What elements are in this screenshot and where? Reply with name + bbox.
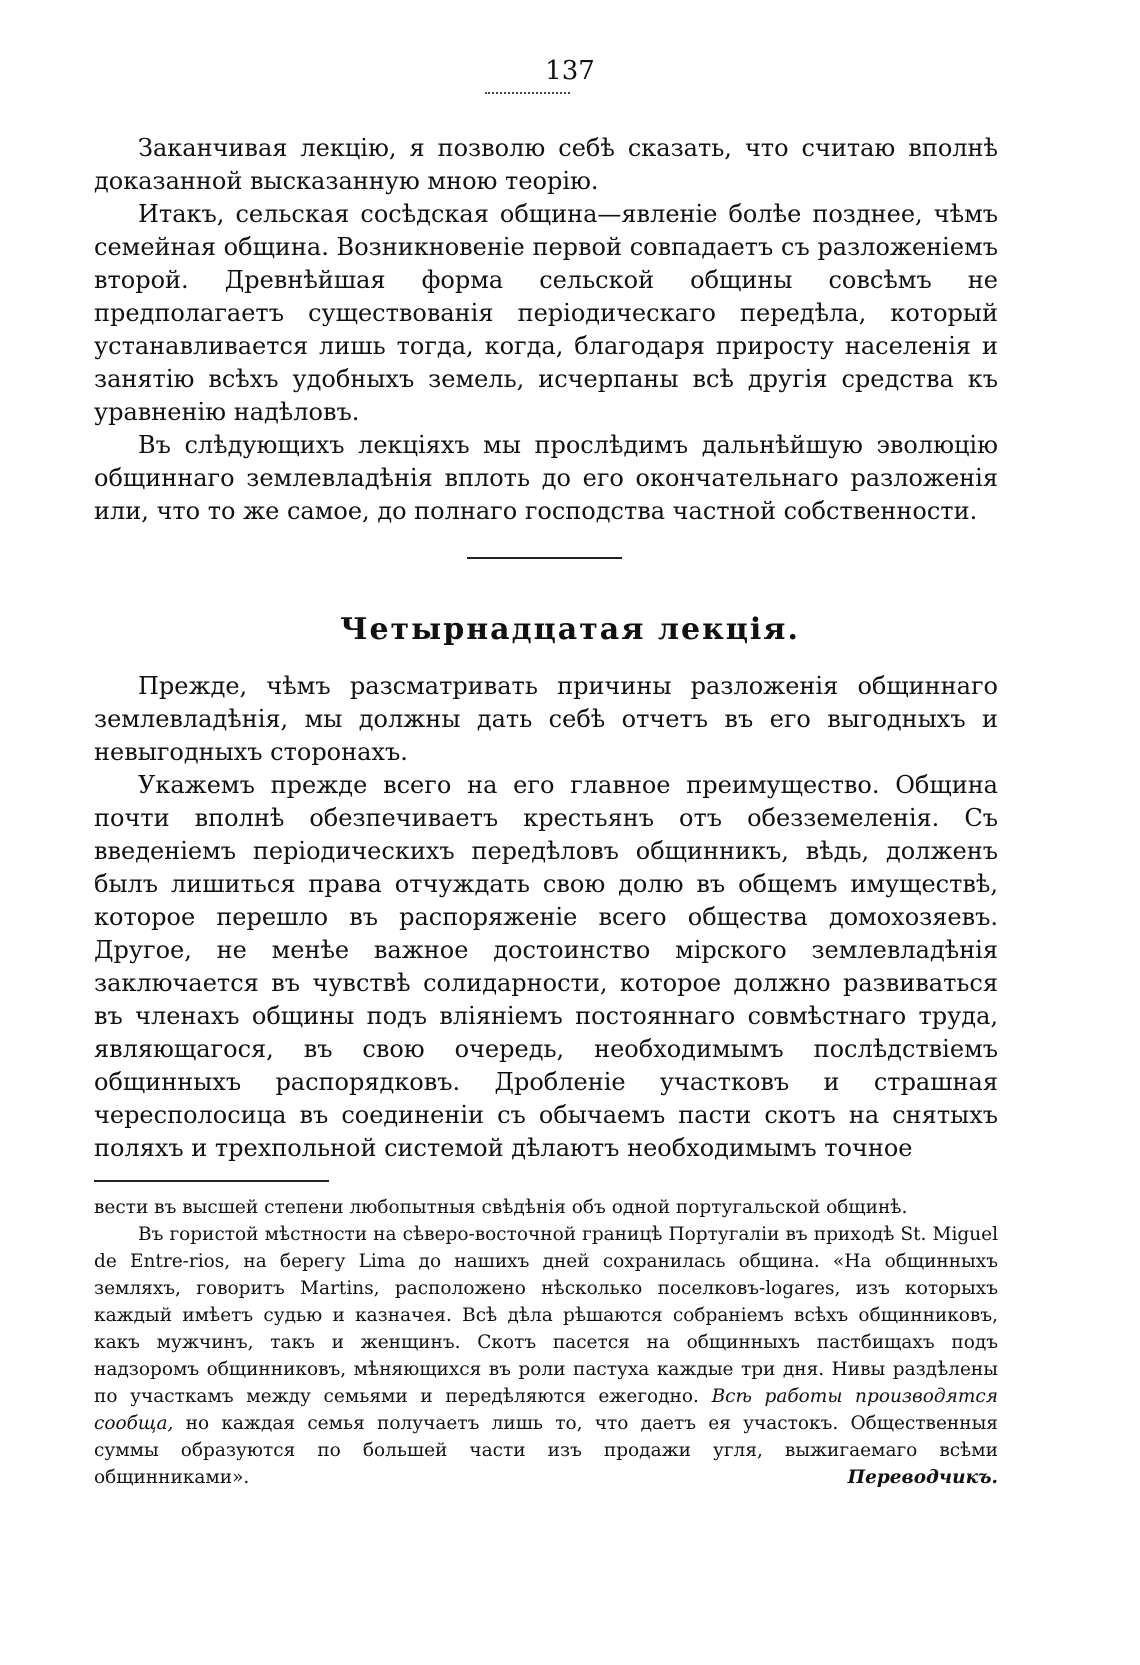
- page-number-rule: [485, 92, 570, 94]
- section-divider: [467, 557, 622, 559]
- paragraph: Укажемъ прежде всего на его главное преимущество. Община почти вполнѣ обезпечиваетъ крестьянъ отъ обезземеленія. Съ введеніемъ періодическихъ передѣловъ общинникъ, вѣдь, долженъ былъ лишиться права отчуждать свою долю въ общемъ имуществѣ, которое перешло въ распоряженіе всего общества домохозяевъ. Другое, не менѣе важное достоинство мірского землевладѣнія заключается въ чувствѣ солидарности, которое должно развиваться въ членахъ общины подъ вліяніемъ постояннаго совмѣстнаго труда, являющагося, въ свою очередь, необходимымъ послѣдствіемъ общинныхъ распорядковъ. Дробленіе участковъ и страшная чересполосица въ соединеніи съ обычаемъ пасти скотъ на снятыхъ поляхъ и трехпольной системой дѣлаютъ необходимымъ точное: [94, 771, 998, 1162]
- paragraph: Заканчивая лекцію, я позволю себѣ сказать, что считаю вполнѣ доказанной высказанную мною теорію.: [94, 134, 998, 195]
- footnote-emphasis: Всѣ работы производятся сообща,: [94, 1386, 998, 1434]
- footnote-divider: [94, 1180, 329, 1182]
- footnote-text: Въ гористой мѣстности на сѣверо-восточной границѣ Португаліи въ приходѣ St. Miguel de Entre-rios, на берегу Lima до нашихъ дней сохранилась община. «На общинныхъ земляхъ, говоритъ Martins, расположено нѣсколько поселковъ-logares, изъ которыхъ каждый имѣетъ судью и казначея. Всѣ дѣла рѣшаются собраніемъ всѣхъ общинниковъ, какъ мужчинъ, такъ и женщинъ. Скотъ пасется на общинныхъ пастбищахъ подъ надзоромъ общинниковъ, мѣняющихся въ роли пастуха каждые три дня. Нивы раздѣлены по участкамъ между семьями и передѣляются ежегодно.: [94, 1224, 998, 1407]
- lecture-text: [94, 670, 998, 1165]
- paragraph: Въ слѣдующихъ лекціяхъ мы прослѣдимъ дальнѣйшую эволюцію общиннаго землевладѣнія вплоть до его окончательнаго разложенія или, что то же самое, до полнаго господства частной собственности.: [94, 431, 998, 525]
- footnote-continuation: вести въ высшей степени любопытныя свѣдѣнія объ одной португальской общинѣ.: [94, 1197, 908, 1218]
- paragraph: Прежде, чѣмъ разсматривать причины разложенія общиннаго землевладѣнія, мы должны дать себѣ отчетъ въ его выгодныхъ и невыгодныхъ сторонахъ.: [94, 672, 998, 766]
- translator-note: Переводчикъ.: [847, 1467, 998, 1488]
- lecture-conclusion-text: [94, 132, 998, 528]
- paragraph: Итакъ, сельская сосѣдская община—явленіе болѣе позднее, чѣмъ семейная община. Возникновеніе первой совпадаетъ съ разложеніемъ второй. Древнѣйшая форма сельской общины совсѣмъ не предполагаетъ существованія періодическаго передѣла, который устанавливается лишь тогда, когда, благодаря приросту населенія и занятію всѣхъ удобныхъ земель, исчерпаны всѣ другія средства къ уравненію надѣловъ.: [94, 200, 998, 426]
- page-number: 137: [545, 56, 595, 86]
- footnote-text: но каждая семья получаетъ лишь то, что даетъ ея участокъ. Общественныя суммы образуются по большей части изъ продажи угля, выжигаемаго всѣми общинниками».: [94, 1413, 998, 1488]
- footnote-paragraph: [94, 1221, 998, 1491]
- footnotes: [94, 1194, 998, 1491]
- lecture-heading: Четырнадцатая лекція.: [340, 612, 800, 647]
